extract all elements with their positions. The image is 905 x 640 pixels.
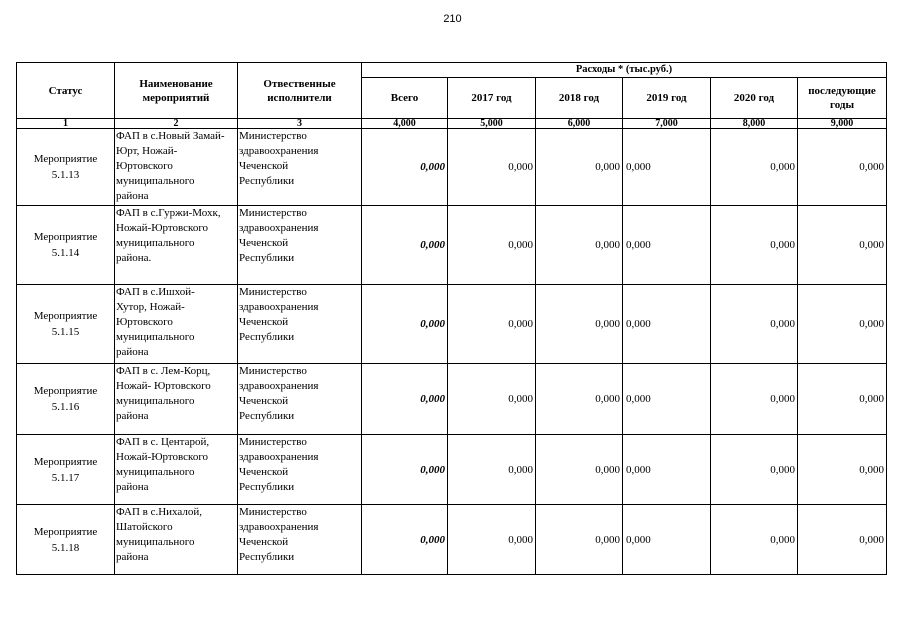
row-value-2020: 0,000: [711, 364, 798, 435]
column-number: 4,000: [362, 119, 448, 129]
row-value-2019: 0,000: [623, 285, 711, 364]
table-row: [17, 129, 887, 206]
row-value-2018: 0,000: [536, 285, 623, 364]
column-number: 9,000: [798, 119, 887, 129]
row-executor: Министерство здравоохранения Чеченской Республики: [238, 129, 362, 206]
row-name: ФАП в с. Лем-Корц, Ножай- Юртовского муниципального района: [115, 364, 238, 435]
row-value-later: 0,000: [798, 129, 887, 206]
column-number: 1: [17, 119, 115, 129]
row-value-2017: 0,000: [448, 285, 536, 364]
row-status: Мероприятие 5.1.18: [17, 505, 115, 575]
row-status: Мероприятие 5.1.16: [17, 364, 115, 435]
row-value-later: 0,000: [798, 505, 887, 575]
row-name: ФАП в с.Ишхой- Хутор, Ножай- Юртовского муниципального района: [115, 285, 238, 364]
row-total: 0,000: [362, 435, 448, 505]
row-value-2018: 0,000: [536, 129, 623, 206]
header-year-2019: 2019 год: [623, 78, 711, 119]
row-value-2017: 0,000: [448, 364, 536, 435]
column-number: 2: [115, 119, 238, 129]
table-row: [17, 285, 887, 364]
row-executor: Министерство здравоохранения Чеченской Республики: [238, 206, 362, 285]
row-name: ФАП в с. Центарой, Ножай-Юртовского муниципального района: [115, 435, 238, 505]
row-value-2020: 0,000: [711, 129, 798, 206]
row-total: 0,000: [362, 285, 448, 364]
table-row: [17, 435, 887, 505]
column-number: 7,000: [623, 119, 711, 129]
table-row: [17, 505, 887, 575]
row-value-later: 0,000: [798, 206, 887, 285]
row-value-2017: 0,000: [448, 206, 536, 285]
row-executor: Министерство здравоохранения Чеченской Республики: [238, 505, 362, 575]
row-name: ФАП в с.Гуржи-Мохк, Ножай-Юртовского муниципального района.: [115, 206, 238, 285]
row-status: Мероприятие 5.1.13: [17, 129, 115, 206]
row-value-2019: 0,000: [623, 206, 711, 285]
row-name: ФАП в с.Нихалой, Шатойского муниципального района: [115, 505, 238, 575]
header-year-total: Всего: [362, 78, 448, 119]
table-row: [17, 206, 887, 285]
table-row: [17, 364, 887, 435]
row-value-2020: 0,000: [711, 206, 798, 285]
row-total: 0,000: [362, 129, 448, 206]
row-executor: Министерство здравоохранения Чеченской Республики: [238, 285, 362, 364]
header-expenses: Расходы * (тыс.руб.): [362, 63, 887, 78]
row-value-2019: 0,000: [623, 435, 711, 505]
header-year-2017: 2017 год: [448, 78, 536, 119]
row-value-2019: 0,000: [623, 129, 711, 206]
row-value-2019: 0,000: [623, 364, 711, 435]
row-value-2017: 0,000: [448, 129, 536, 206]
row-status: Мероприятие 5.1.15: [17, 285, 115, 364]
header-status: Статус: [17, 63, 115, 119]
page-number: 210: [443, 13, 462, 25]
header-year-2018: 2018 год: [536, 78, 623, 119]
row-value-2018: 0,000: [536, 364, 623, 435]
header-year-later: последующие годы: [798, 78, 887, 119]
header-executors: Отвественные исполнители: [238, 63, 362, 119]
row-value-2018: 0,000: [536, 435, 623, 505]
column-number: 5,000: [448, 119, 536, 129]
row-value-2017: 0,000: [448, 505, 536, 575]
column-number: 8,000: [711, 119, 798, 129]
row-value-2020: 0,000: [711, 505, 798, 575]
row-executor: Министерство здравоохранения Чеченской Республики: [238, 364, 362, 435]
row-status: Мероприятие 5.1.17: [17, 435, 115, 505]
header-name: Наименование мероприятий: [115, 63, 238, 119]
row-value-later: 0,000: [798, 364, 887, 435]
row-status: Мероприятие 5.1.14: [17, 206, 115, 285]
row-name: ФАП в с.Новый Замай- Юрт, Ножай- Юртовского муниципального района: [115, 129, 238, 206]
row-value-2017: 0,000: [448, 435, 536, 505]
row-value-2019: 0,000: [623, 505, 711, 575]
header-year-2020: 2020 год: [711, 78, 798, 119]
column-number: 3: [238, 119, 362, 129]
row-total: 0,000: [362, 206, 448, 285]
row-total: 0,000: [362, 364, 448, 435]
row-value-later: 0,000: [798, 285, 887, 364]
row-executor: Министерство здравоохранения Чеченской Республики: [238, 435, 362, 505]
row-value-2020: 0,000: [711, 285, 798, 364]
column-number: 6,000: [536, 119, 623, 129]
budget-table: [16, 62, 887, 575]
row-value-later: 0,000: [798, 435, 887, 505]
row-value-2020: 0,000: [711, 435, 798, 505]
row-total: 0,000: [362, 505, 448, 575]
row-value-2018: 0,000: [536, 505, 623, 575]
row-value-2018: 0,000: [536, 206, 623, 285]
